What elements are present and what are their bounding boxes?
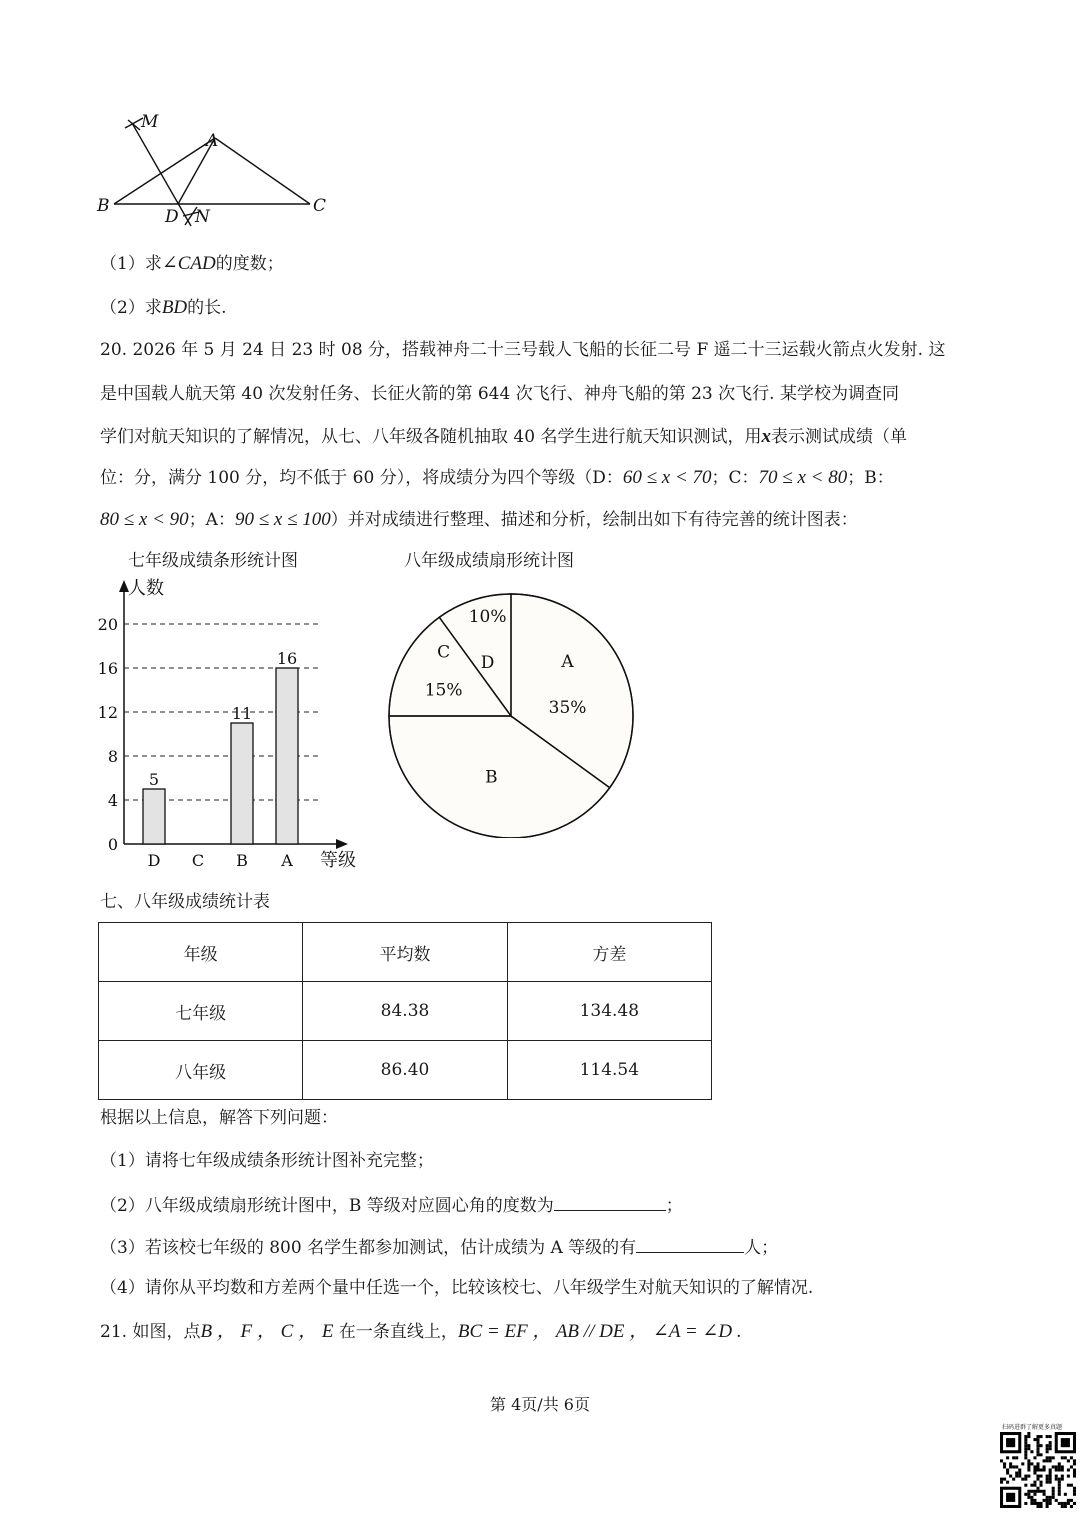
qr-module [1027,1496,1030,1499]
geometry-figure [95,108,345,240]
qr-finder-core [1006,1438,1015,1447]
qr-module [1018,1475,1021,1478]
segment-ba [114,138,215,204]
qr-module [1003,1465,1006,1468]
qr-module [1046,1447,1049,1450]
qr-module [1040,1453,1043,1456]
qr-module [1061,1475,1064,1478]
x-tick-label: D [147,851,161,870]
qr-module [1073,1502,1076,1505]
table-cell: 84.38 [303,982,507,1041]
qr-module [1024,1447,1027,1450]
q20-line5-mid: ；A： [188,510,235,530]
qr-module [1040,1502,1043,1505]
q21-conditions: BC = EF ， AB // DE ， ∠A = ∠D . [457,1321,742,1342]
qr-module [1052,1465,1055,1468]
y-tick-label: 4 [107,791,118,810]
q19-part1-pre: （1）求 [100,254,162,274]
bar-d [143,789,165,844]
qr-module [1036,1447,1039,1450]
q20-variable-x: x [761,426,771,447]
q21-line [100,1320,742,1344]
x-tick-label: A [281,851,293,870]
qr-module [1036,1465,1039,1468]
qr-module [1073,1487,1076,1490]
x-tick-label: B [236,851,248,870]
qr-module [1015,1456,1018,1459]
qr-module [1049,1502,1052,1505]
table-header-cell: 平均数 [303,923,507,982]
qr-finder-core [1006,1493,1015,1502]
qr-module [1046,1459,1049,1462]
qr-module [1027,1465,1030,1468]
qr-module [1036,1441,1039,1444]
qr-module [1024,1493,1027,1496]
qr-module [1043,1490,1046,1493]
qr-module [1070,1456,1073,1459]
qr-module [1024,1435,1027,1438]
slice-label: D [480,653,495,674]
pie-chart [380,588,650,838]
qr-module [1049,1499,1052,1502]
qr-module [1015,1475,1018,1478]
qr-module [1058,1484,1061,1487]
qr-module [1024,1502,1027,1505]
qr-module [1046,1478,1049,1481]
qr-module [1055,1468,1058,1471]
label-b: B [97,196,110,216]
qr-module [1049,1459,1052,1462]
qr-module [1036,1490,1039,1493]
qr-module [1033,1502,1036,1505]
qr-module [1036,1478,1039,1481]
qr-module [1052,1487,1055,1490]
qr-module [1070,1505,1073,1508]
questions-intro: 根据以上信息，解答下列问题： [100,1108,338,1128]
qr-module [1018,1472,1021,1475]
qr-module [1018,1468,1021,1471]
q21-pre: 21. 如图，点 [100,1322,201,1342]
question-3-post: 人； [744,1238,779,1258]
slice-pct-label: 10% [468,607,507,628]
qr-module [1043,1468,1046,1471]
y-tick-label: 20 [97,615,118,634]
qr-module [1027,1462,1030,1465]
question-3 [100,1234,778,1260]
qr-module [1058,1487,1061,1490]
qr-module [1015,1472,1018,1475]
bar-chart-title: 七年级成绩条形统计图 [128,551,298,571]
qr-module [1046,1499,1049,1502]
y-tick-label: 12 [97,703,118,722]
qr-module [1073,1490,1076,1493]
qr-module [1027,1475,1030,1478]
qr-module [1061,1502,1064,1505]
y-tick-label: 8 [107,747,118,766]
qr-module [1058,1468,1061,1471]
y-tick-label: 0 [107,835,118,854]
qr-module [1027,1490,1030,1493]
qr-module [1036,1462,1039,1465]
table-row [99,1041,712,1100]
q20-range-c: 70 ≤ x < 80 [758,467,848,488]
bar-chart [96,570,376,880]
qr-module [1052,1456,1055,1459]
qr-module [1052,1490,1055,1493]
qr-module [1027,1447,1030,1450]
qr-module [1000,1459,1003,1462]
qr-module [1030,1484,1033,1487]
qr-module [1073,1459,1076,1462]
qr-module [1040,1435,1043,1438]
qr-module [1046,1496,1049,1499]
qr-module [1009,1462,1012,1465]
qr-module [1064,1456,1067,1459]
qr-module [1033,1456,1036,1459]
table-cell: 八年级 [99,1041,303,1100]
qr-module [1036,1505,1039,1508]
qr-module [1012,1456,1015,1459]
qr-module [1000,1481,1003,1484]
qr-module [1033,1472,1036,1475]
qr-module [1073,1475,1076,1478]
qr-module [1058,1493,1061,1496]
qr-module [1033,1484,1036,1487]
x-tick-label: C [191,851,205,870]
qr-module [1024,1441,1027,1444]
table-cell: 86.40 [303,1041,507,1100]
question-2-pre: （2）八年级成绩扇形统计图中，B 等级对应圆心角的度数为 [100,1196,554,1216]
qr-module [1049,1441,1052,1444]
qr-module [1046,1502,1049,1505]
qr-module [1064,1502,1067,1505]
qr-module [1024,1456,1027,1459]
qr-module [1012,1465,1015,1468]
table-header-row [99,923,712,982]
qr-module [1030,1496,1033,1499]
qr-module [1043,1493,1046,1496]
qr-module [1006,1472,1009,1475]
q20-line1: 20. 2026 年 5 月 24 日 23 时 08 分，搭载神舟二十三号载人飞船的长征二号 F 遥二十三运载火箭点火发射. 这 [100,340,946,360]
q19-part2-pre: （2）求 [100,298,162,318]
perpendicular-bisector-mn [132,123,191,226]
qr-module [1046,1450,1049,1453]
qr-module [1021,1462,1024,1465]
qr-module [1040,1484,1043,1487]
q21-mid: 在一条直线上， [338,1322,458,1342]
qr-module [1046,1475,1049,1478]
qr-module [1040,1490,1043,1493]
pie-chart-title: 八年级成绩扇形统计图 [404,551,574,571]
qr-module [1049,1456,1052,1459]
qr-module [1043,1465,1046,1468]
qr-module [1073,1493,1076,1496]
qr-module [1055,1478,1058,1481]
qr-module [1024,1475,1027,1478]
table-cell: 七年级 [99,982,303,1041]
qr-module [1049,1478,1052,1481]
segment-ac [215,138,310,204]
table-cell: 134.48 [507,982,711,1041]
q19-part1 [100,252,284,276]
table-caption: 七、八年级成绩统计表 [100,892,270,912]
q19-part1-math: ∠CAD [161,253,216,274]
qr-module [1049,1444,1052,1447]
qr-module [1058,1478,1061,1481]
qr-module [1067,1484,1070,1487]
page-footer: 第 4页/共 6页 [490,1395,590,1414]
data-label: 16 [276,649,298,668]
qr-module [1006,1456,1009,1459]
qr-module [1030,1490,1033,1493]
qr-module [1012,1478,1015,1481]
qr-module [1040,1475,1043,1478]
qr-module [1003,1478,1006,1481]
qr-module [1036,1475,1039,1478]
qr-module [1064,1505,1067,1508]
qr-module [1027,1444,1030,1447]
bar-b [231,723,253,844]
qr-module [1033,1481,1036,1484]
slice-pct-label: 35% [548,698,587,719]
q20-line4-mid: ；C： [711,468,759,488]
qr-module [1049,1481,1052,1484]
qr-module [1033,1490,1036,1493]
answer-blank[interactable] [554,1192,666,1211]
qr-module [1027,1459,1030,1462]
qr-module [1070,1499,1073,1502]
qr-module [1046,1505,1049,1508]
qr-module [1021,1478,1024,1481]
qr-module [1036,1444,1039,1447]
qr-module [1046,1456,1049,1459]
answer-blank[interactable] [636,1234,744,1253]
qr-module [1049,1496,1052,1499]
qr-module [1067,1475,1070,1478]
qr-module [1073,1468,1076,1471]
qr-module [1049,1435,1052,1438]
qr-module [1030,1462,1033,1465]
bar-a [276,668,298,844]
slice-label: C [437,642,451,663]
qr-module [1040,1505,1043,1508]
q20-range-b: 80 ≤ x < 90 [100,509,189,530]
qr-module [1046,1444,1049,1447]
q20-line5-post: ）并对成绩进行整理、描述和分析，绘制出如下有待完善的统计图表： [330,510,858,530]
qr-module [1033,1493,1036,1496]
qr-module [1049,1472,1052,1475]
q20-range-a: 90 ≤ x ≤ 100 [234,509,331,530]
table-header-cell: 方差 [507,923,711,982]
q19-part2-math: BD [161,297,188,318]
question-3-pre: （3）若该校七年级的 800 名学生都参加测试，估计成绩为 A 等级的有 [100,1238,637,1258]
qr-module [1003,1462,1006,1465]
qr-module [1006,1468,1009,1471]
qr-module [1033,1499,1036,1502]
qr-module [1055,1475,1058,1478]
qr-module [1058,1465,1061,1468]
slice-label: B [485,767,498,788]
q20-line3-pre: 学们对航天知识的了解情况，从七、八年级各随机抽取 40 名学生进行航天知识测试，用 [100,427,762,447]
qr-module [1030,1450,1033,1453]
q20-line4-pre: 位：分，满分 100 分，均不低于 60 分），将成绩分为四个等级（D： [100,468,623,488]
qr-module [1040,1444,1043,1447]
qr-module [1027,1468,1030,1471]
label-d: D [165,207,179,227]
qr-module [1006,1481,1009,1484]
qr-module [1033,1465,1036,1468]
q19-part2 [100,296,227,320]
qr-module [1036,1487,1039,1490]
qr-module [1046,1435,1049,1438]
qr-module [1036,1468,1039,1471]
qr-module [1067,1502,1070,1505]
table-header-cell: 年级 [99,923,303,982]
label-m: M [141,112,159,132]
x-axis-arrow [336,839,348,849]
qr-module [1024,1438,1027,1441]
qr-module [1070,1465,1073,1468]
qr-module [1000,1478,1003,1481]
qr-module [1067,1468,1070,1471]
question-4: （4）请你从平均数和方差两个量中任选一个，比较该校七、八年级学生对航天知识的了解情况. [100,1278,814,1298]
q20-line4 [100,466,894,490]
qr-module [1036,1450,1039,1453]
qr-module [1024,1453,1027,1456]
qr-finder-core [1061,1438,1070,1447]
stats-table [98,922,712,1100]
qr-module [1055,1465,1058,1468]
q20-line4-post: ；B： [847,468,894,488]
qr-module [1058,1502,1061,1505]
qr-module [1058,1490,1061,1493]
qr-module [1043,1459,1046,1462]
qr-module [1024,1444,1027,1447]
qr-module [1024,1450,1027,1453]
qr-module [1067,1459,1070,1462]
qr-module [1055,1499,1058,1502]
qr-module [1009,1475,1012,1478]
q21-points: B ， F ， C ， E [200,1321,334,1342]
qr-module [1043,1499,1046,1502]
data-label: 11 [231,704,253,723]
qr-module [1064,1493,1067,1496]
qr-code-icon[interactable] [1000,1432,1076,1508]
qr-module [1061,1478,1064,1481]
qr-caption: 扫码进群了解更多真题 [1002,1424,1063,1431]
qr-module [1040,1481,1043,1484]
qr-module [1027,1493,1030,1496]
q20-line3-post: 表示测试成绩（单 [770,427,907,447]
y-tick-label: 16 [97,659,118,678]
table-row [99,982,712,1041]
qr-module [1015,1465,1018,1468]
qr-module [1061,1505,1064,1508]
qr-module [1049,1468,1052,1471]
q20-range-d: 60 ≤ x < 70 [622,467,712,488]
qr-module [1033,1468,1036,1471]
qr-module [1070,1484,1073,1487]
question-2 [100,1192,683,1218]
qr-module [1052,1496,1055,1499]
table-cell: 114.54 [507,1041,711,1100]
question-2-post: ； [665,1196,683,1216]
qr-module [1049,1475,1052,1478]
question-1: （1）请将七年级成绩条形统计图补充完整； [100,1151,434,1171]
qr-module [1046,1481,1049,1484]
qr-module [1036,1438,1039,1441]
qr-module [1040,1468,1043,1471]
qr-module [1036,1502,1039,1505]
y-axis-label: 人数 [128,578,164,599]
label-c: C [313,196,327,216]
qr-module [1058,1462,1061,1465]
qr-module [1052,1493,1055,1496]
q20-line3 [100,425,907,449]
qr-module [1061,1465,1064,1468]
x-axis-label: 等级 [320,850,356,871]
q20-line5 [100,508,858,532]
qr-module [1027,1432,1030,1435]
qr-module [1027,1435,1030,1438]
label-a: A [206,131,219,151]
qr-module [1036,1435,1039,1438]
qr-module [1058,1481,1061,1484]
qr-module [1061,1468,1064,1471]
qr-module [1049,1447,1052,1450]
qr-module [1033,1438,1036,1441]
slice-label: A [561,652,574,673]
qr-module [1061,1456,1064,1459]
qr-module [1030,1499,1033,1502]
data-label: 5 [148,770,160,789]
qr-module [1073,1472,1076,1475]
qr-module [1024,1484,1027,1487]
qr-module [1009,1465,1012,1468]
slice-pct-label: 15% [424,680,463,701]
qr-module [1030,1502,1033,1505]
qr-module [1036,1453,1039,1456]
qr-module [1067,1499,1070,1502]
q19-part1-post: 的度数； [215,254,284,274]
label-n: N [195,207,210,227]
q20-line2: 是中国载人航天第 40 次发射任务、长征火箭的第 644 次飞行、神舟飞船的第 23 次飞行. 某学校为调查同 [100,384,899,404]
qr-module [1073,1462,1076,1465]
q19-part2-post: 的长. [187,298,227,318]
qr-module [1024,1478,1027,1481]
